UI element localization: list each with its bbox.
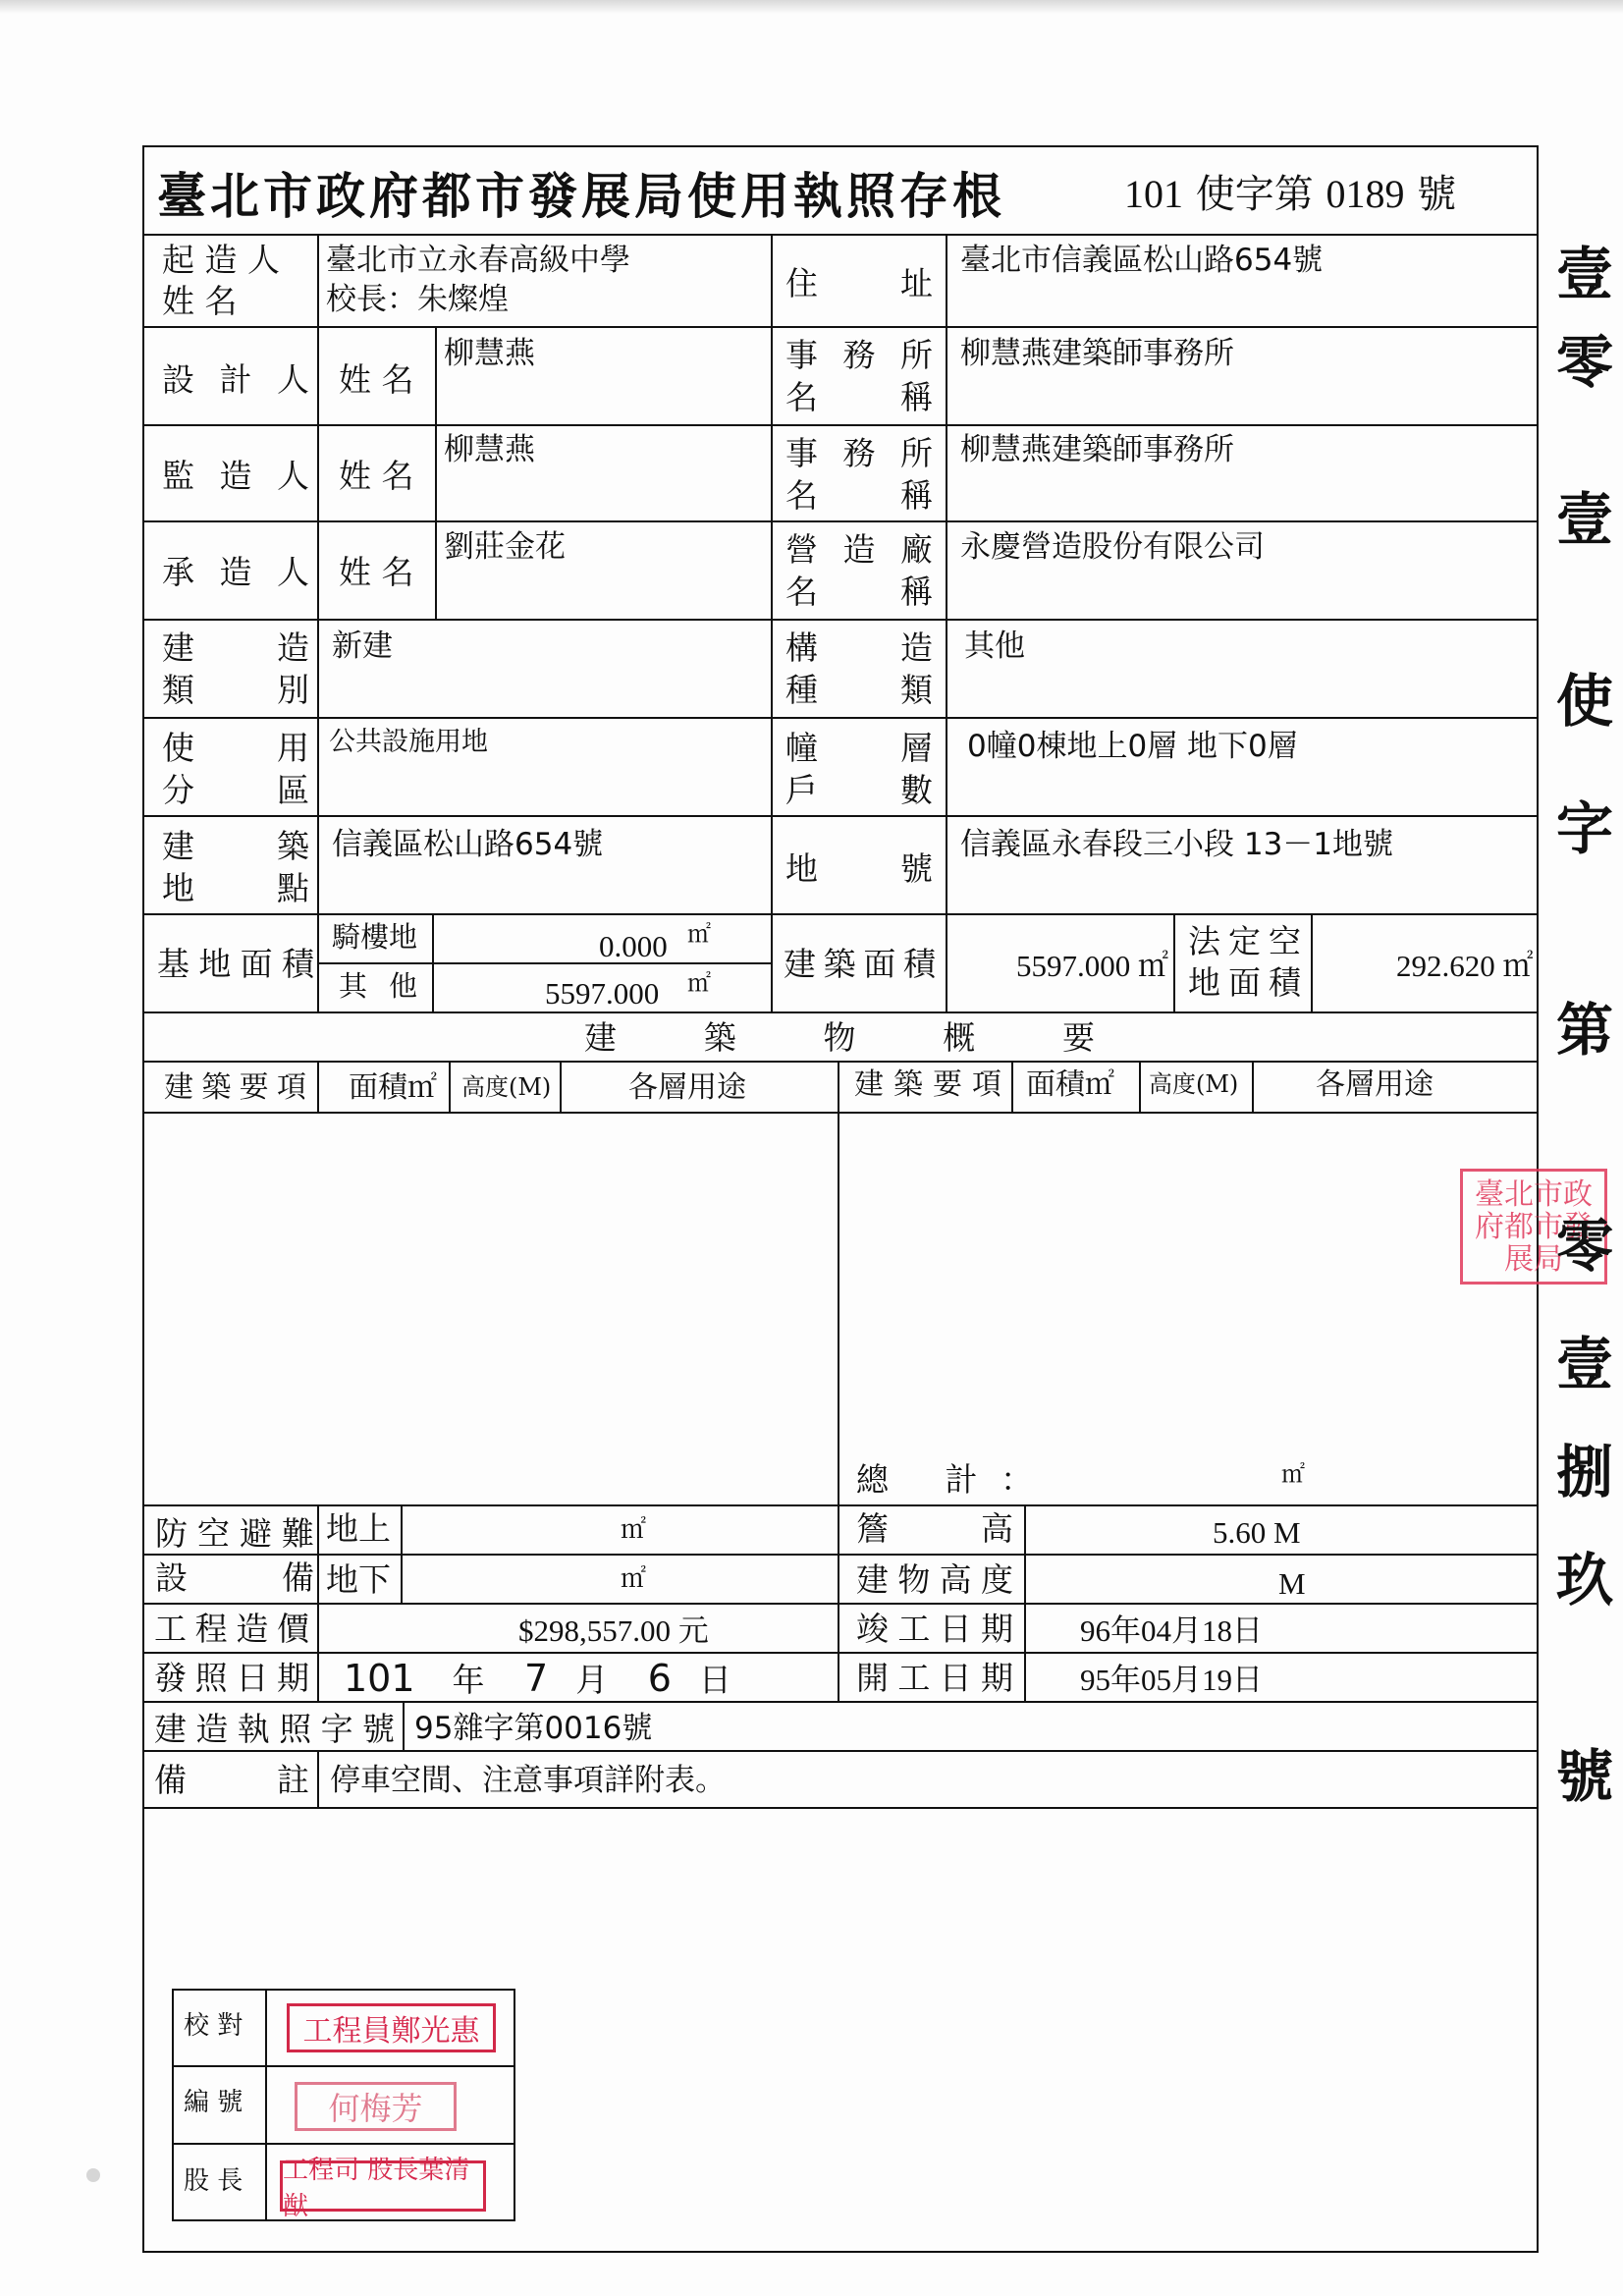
rule [1311, 913, 1313, 1011]
other-unit: ㎡ [687, 971, 711, 997]
rule [317, 1750, 319, 1807]
rule [1173, 913, 1175, 1011]
col-height-left: 高度(M) [461, 1073, 552, 1101]
side-char: 壹 [1556, 1331, 1614, 1397]
open-area-label-2: 地面積 [1188, 963, 1301, 1002]
col-use-right: 各層用途 [1316, 1067, 1434, 1102]
other-label: 其 他 [339, 969, 417, 1003]
rule [142, 1504, 1539, 1506]
supervisor-label: 監 造 人 [162, 457, 309, 495]
designer-office: 柳慧燕建築師事務所 [960, 336, 1234, 371]
rule [771, 234, 773, 1011]
rule [142, 1652, 1539, 1654]
build-type-value: 新建 [332, 629, 393, 664]
rule [142, 717, 1539, 719]
applicant-name-label: 姓 名 [162, 282, 238, 320]
shelter-below-label: 地下 [326, 1560, 391, 1599]
eaves-value: 5.60 M [1213, 1515, 1301, 1550]
rule [560, 1061, 562, 1112]
rule [142, 1061, 1539, 1063]
floors-label-1: 幢 層 [785, 729, 933, 767]
col-item-left: 建築要項 [164, 1070, 306, 1105]
structure-label-2: 種 類 [785, 671, 933, 709]
rule [142, 1011, 1539, 1013]
rule [838, 1061, 839, 1554]
rule [142, 1701, 1539, 1703]
col-height-right: 高度(M) [1149, 1070, 1239, 1098]
building-area-label: 建築面積 [784, 945, 936, 983]
total-label: 總 計： [856, 1460, 1033, 1499]
arcade-label: 騎樓地 [332, 920, 418, 954]
signoff-stamp-check: 工程員鄭光惠 [287, 2003, 496, 2052]
col-item-right: 建築要項 [854, 1067, 1001, 1102]
rule [1139, 1061, 1141, 1112]
location-value: 信義區松山路654號 [332, 827, 604, 862]
side-char: 號 [1556, 1743, 1614, 1810]
supervisor-office-label-1: 事 務 所 [785, 434, 933, 472]
rule [946, 234, 947, 913]
scan-shadow [0, 0, 1623, 14]
designer-label: 設 計 人 [162, 360, 309, 399]
side-char: 玖 [1556, 1547, 1614, 1613]
rule [172, 2143, 515, 2145]
contractor-firm-label-1: 營 造 廠 [785, 530, 933, 569]
rule [317, 1603, 319, 1701]
rule [946, 913, 947, 1011]
col-area-right: 面積㎡ [1026, 1067, 1114, 1102]
open-area-label-1: 法定空 [1188, 922, 1301, 960]
side-char: 第 [1556, 997, 1614, 1064]
rule [142, 326, 1539, 328]
side-serial [1556, 236, 1623, 1827]
rule [142, 424, 1539, 426]
applicant-value: 臺北市立永春高級中學 [326, 243, 630, 278]
side-char: 字 [1556, 795, 1614, 862]
structure-value: 其他 [964, 629, 1025, 664]
rule [449, 1061, 451, 1112]
col-area-left: 面積㎡ [349, 1070, 437, 1105]
arcade-value: 0.000 [599, 929, 668, 963]
side-char: 捌 [1556, 1439, 1614, 1505]
side-char: 使 [1556, 668, 1614, 735]
rule [838, 1504, 839, 1701]
rule [142, 1750, 1539, 1752]
rule [142, 234, 1539, 236]
shelter-below-unit: ㎡ [621, 1564, 647, 1593]
zoning-label-1: 使 用 [162, 729, 309, 767]
lot-label: 地 號 [785, 849, 933, 888]
cost-value: $298,557.00 元 [518, 1613, 709, 1648]
rule [401, 1504, 403, 1603]
total-unit: ㎡ [1281, 1462, 1305, 1488]
license-value: 95雜字第0016號 [414, 1711, 653, 1746]
summary-heading: 建 築 物 概 要 [584, 1018, 1095, 1057]
designer-name: 柳慧燕 [444, 336, 535, 371]
zoning-label-2: 分 區 [162, 771, 309, 809]
contractor-label: 承 造 人 [162, 553, 309, 591]
arcade-unit: ㎡ [687, 922, 711, 948]
start-date-value: 95年05月19日 [1080, 1663, 1263, 1697]
issue-date-label: 發照日期 [154, 1659, 309, 1697]
completion-value: 96年04月18日 [1080, 1613, 1263, 1648]
signoff-stamp-chief: 工程司 股長葉清猷 [280, 2160, 486, 2212]
designer-name-label: 姓 名 [339, 360, 414, 399]
floors-value: 0幢0棟地上0層 地下0層 [967, 729, 1298, 764]
rule [403, 1701, 405, 1750]
location-label-1: 建 築 [162, 827, 309, 865]
rule [142, 619, 1539, 621]
signoff-label-chief: 股 長 [184, 2166, 243, 2196]
rule [1024, 1504, 1026, 1701]
rule [142, 1603, 1539, 1605]
completion-label: 竣工日期 [856, 1610, 1013, 1648]
floors-label-2: 戶 數 [785, 771, 933, 809]
rule [1252, 1061, 1254, 1112]
rule [142, 1554, 1539, 1556]
signoff-label-check: 校 對 [184, 2011, 243, 2041]
col-use-left: 各層用途 [628, 1070, 746, 1105]
license-label: 建造執照字號 [154, 1710, 395, 1748]
build-type-label-1: 建 造 [162, 629, 309, 667]
remarks-label: 備 註 [154, 1761, 309, 1799]
build-type-label-2: 類 別 [162, 671, 309, 709]
permit-number: 101 使字第 0189 號 [1124, 172, 1457, 217]
location-label-2: 地 點 [162, 869, 309, 907]
site-area-label: 基地面積 [157, 945, 314, 983]
applicant-principal: 校長：朱燦煌 [326, 282, 509, 317]
signoff-stamp-number: 何梅芳 [295, 2082, 457, 2131]
rule [317, 1504, 319, 1603]
shelter-above-label: 地上 [326, 1509, 391, 1548]
supervisor-name-label: 姓 名 [339, 457, 414, 495]
address-label: 住 址 [785, 264, 933, 302]
start-date-label: 開工日期 [856, 1659, 1013, 1697]
rule [319, 962, 771, 964]
rule [435, 326, 437, 619]
remarks-value: 停車空間、注意事項詳附表。 [330, 1763, 726, 1798]
punch-hole [86, 2168, 100, 2182]
contractor-name-label: 姓 名 [339, 553, 414, 591]
applicant-label: 起 造 人 [162, 241, 280, 279]
side-char: 零 [1556, 1213, 1614, 1280]
shelter-label-1: 防空避難 [155, 1514, 314, 1553]
cost-label: 工程造價 [154, 1610, 309, 1648]
side-char: 壹 [1556, 241, 1614, 307]
official-seal: 臺北市政府都市發展局 [1460, 1169, 1607, 1285]
eaves-label: 簷 高 [856, 1509, 1013, 1548]
issue-date-value: 101 年 7 月 6 日 [344, 1657, 731, 1700]
rule [142, 1112, 1539, 1114]
zoning-value: 公共設施用地 [329, 727, 488, 757]
rule [317, 1061, 319, 1112]
rule [142, 520, 1539, 522]
rule [432, 913, 434, 1011]
rule [142, 815, 1539, 817]
supervisor-name: 柳慧燕 [444, 432, 535, 467]
rule [1011, 1061, 1013, 1112]
designer-office-label-2: 名 稱 [785, 378, 933, 416]
contractor-firm-label-2: 名 稱 [785, 573, 933, 611]
structure-label-1: 構 造 [785, 629, 933, 667]
address-value: 臺北市信義區松山路654號 [960, 243, 1324, 278]
rule [142, 1807, 1539, 1809]
building-height-label: 建物高度 [856, 1560, 1013, 1599]
rule [172, 2065, 515, 2067]
signoff-label-number: 編 號 [184, 2088, 243, 2117]
lot-value: 信義區永春段三小段 13－1地號 [960, 827, 1394, 862]
rule [317, 234, 319, 1011]
rule [142, 913, 1539, 915]
building-height-value: M [1278, 1566, 1306, 1601]
open-area-value: 292.620 ㎡ [1396, 949, 1534, 983]
designer-office-label-1: 事 務 所 [785, 336, 933, 374]
supervisor-office-label-2: 名 稱 [785, 476, 933, 515]
rule [265, 1989, 267, 2221]
side-char: 壹 [1556, 486, 1614, 553]
other-value: 5597.000 [545, 976, 660, 1011]
contractor-name: 劉莊金花 [444, 529, 566, 565]
supervisor-office: 柳慧燕建築師事務所 [960, 432, 1234, 467]
side-char: 零 [1556, 329, 1614, 396]
shelter-label-2: 設 備 [155, 1558, 314, 1597]
form-title: 臺北市政府都市發展局使用執照存根 [157, 167, 1005, 225]
building-area-value: 5597.000 ㎡ [1016, 949, 1168, 983]
contractor-firm: 永慶營造股份有限公司 [960, 529, 1265, 565]
shelter-above-unit: ㎡ [621, 1515, 647, 1544]
